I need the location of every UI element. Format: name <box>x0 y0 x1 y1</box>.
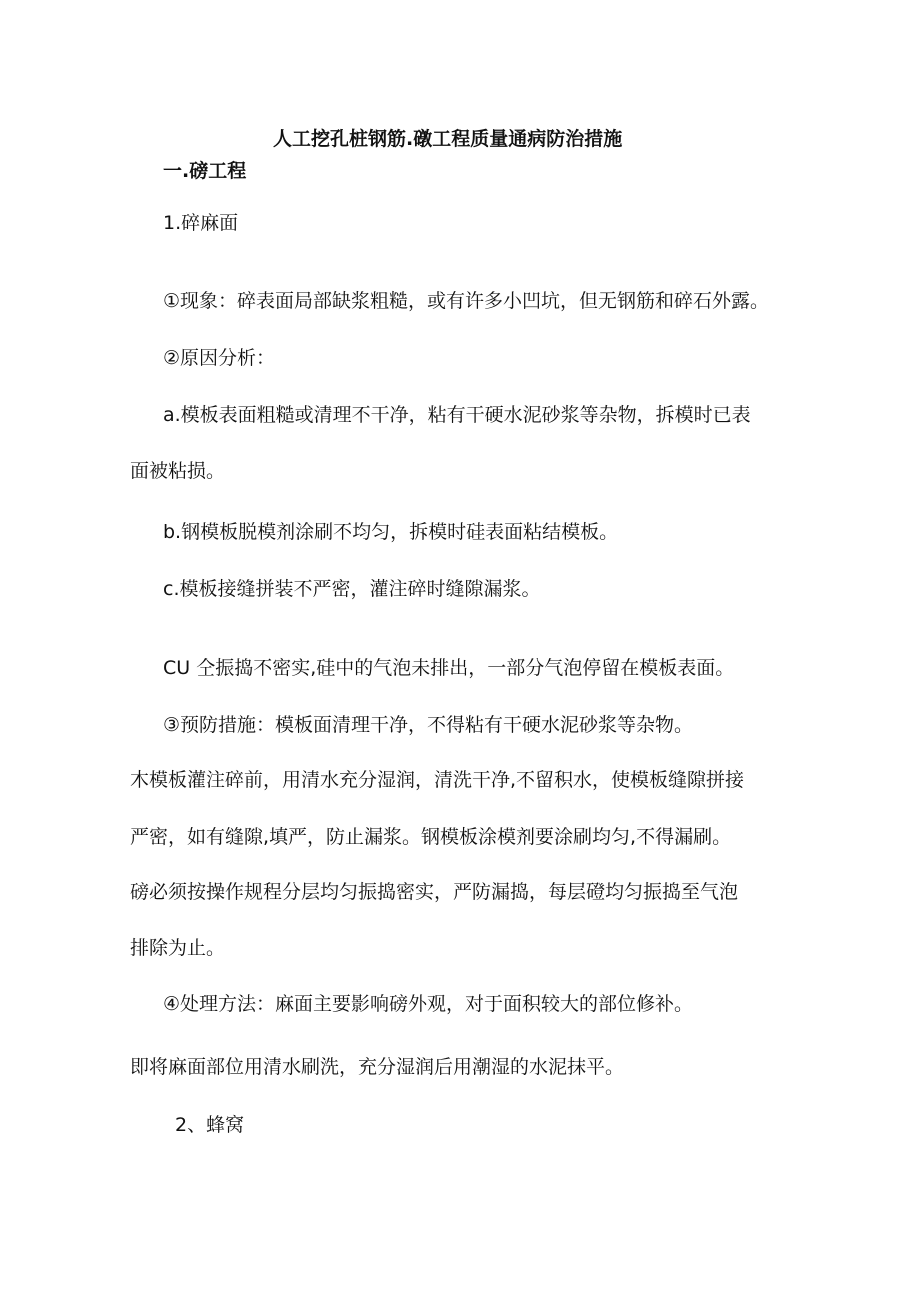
document-title: 人工挖孔桩钢筋.礅工程质量通病防治措施 <box>273 128 623 150</box>
paragraph-line: CU 仝振捣不密实,硅中的气泡未排出，一部分气泡停留在模板表面。 <box>163 657 735 679</box>
paragraph-line: c.模板接缝拼装不严密，灌注碎时缝隙漏浆。 <box>163 578 541 600</box>
subsection-heading: 1.碎麻面 <box>163 212 239 234</box>
paragraph-line: 严密，如有缝隙,填严，防止漏浆。钢模板涂模剂要涂刷均匀,不得漏刷。 <box>130 826 732 848</box>
paragraph-line: b.钢模板脱模剂涂刷不均匀，拆模时硅表面粘结模板。 <box>163 521 619 543</box>
paragraph-line: 木模板灌注碎前，用清水充分湿润，清洗干净,不留积水，使模板缝隙拼接 <box>130 769 745 791</box>
paragraph-line: 排除为止。 <box>130 937 226 959</box>
paragraph-line: 即将麻面部位用清水刷洗，充分湿润后用潮湿的水泥抹平。 <box>130 1056 625 1078</box>
paragraph-line: ②原因分析： <box>163 347 276 369</box>
paragraph-line: ①现象：碎表面局部缺浆粗糙，或有许多小凹坑，但无钢筋和碎石外露。 <box>163 290 770 312</box>
paragraph-line: 磅必须按操作规程分层均匀振捣密实，严防漏捣，每层磴均匀振捣至气泡 <box>130 881 739 903</box>
paragraph-line: ④处理方法：麻面主要影响磅外观，对于面积较大的部位修补。 <box>163 993 694 1015</box>
paragraph-line: a.模板表面粗糙或清理不干净，粘有干硬水泥砂浆等杂物，拆模时已表 <box>163 404 751 426</box>
subsection-heading: 2、蜂窝 <box>175 1114 245 1136</box>
paragraph-line: 面被粘损。 <box>130 460 226 482</box>
paragraph-line: ③预防措施：模板面清理干净，不得粘有干硬水泥砂浆等杂物。 <box>163 714 694 736</box>
section-heading: 一.磅工程 <box>163 160 247 182</box>
